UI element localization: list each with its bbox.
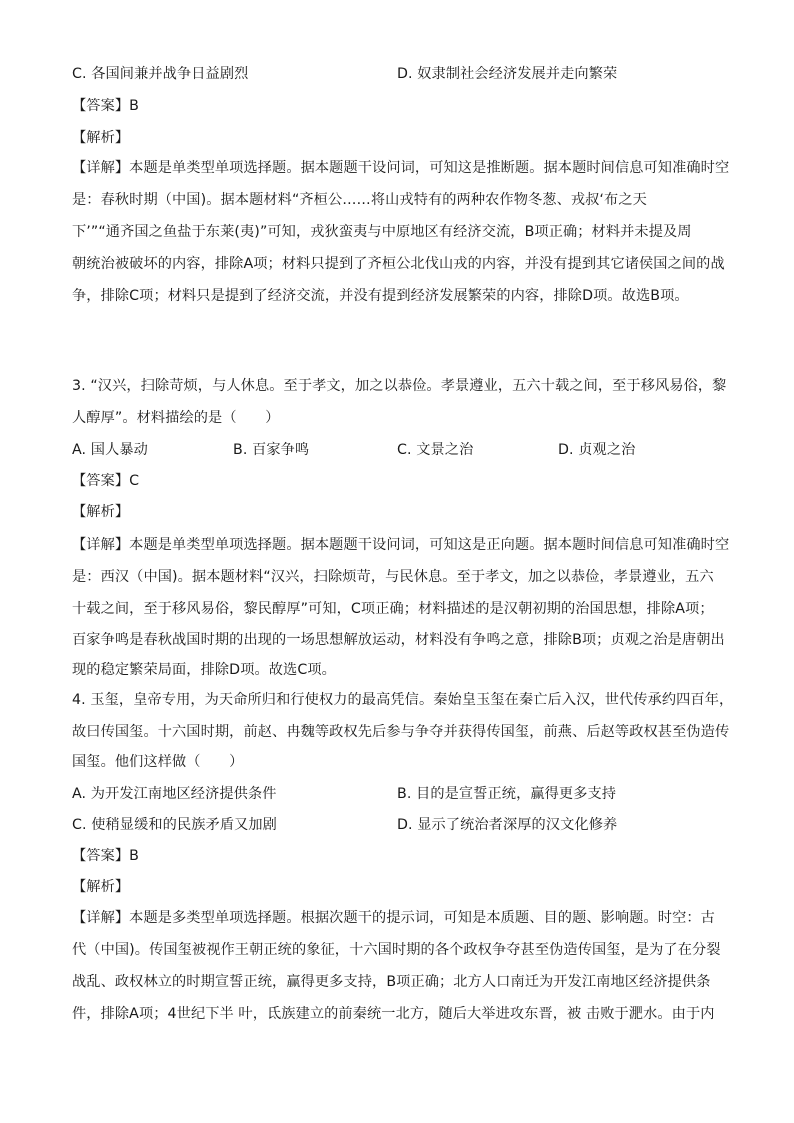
q4-option-a: A. 为开发江南地区经济提供条件	[72, 786, 277, 802]
q3-detail-line: 现的稳定繁荣局面，排除D项。故选C项。	[72, 662, 336, 678]
q2-option-d: D. 奴隶制社会经济发展并走向繁荣	[397, 66, 618, 82]
q3-analysis-heading: 【解析】	[72, 504, 130, 520]
q4-answer: 【答案】B	[72, 848, 139, 864]
q4-stem-line: 故曰传国玺。十六国时期，前赵、冉魏等政权先后参与争夺并获得传国玺，前燕、后赵等政权甚至伪造传	[72, 724, 730, 740]
q2-detail-line: 下’”“通齐国之鱼盐于东莱(夷)”可知，戎狄蛮夷与中原地区有经济交流，B项正确；材料并未提及周	[72, 224, 692, 240]
q3-option-a: A. 国人暴动	[72, 442, 148, 458]
q3-answer: 【答案】C	[72, 473, 140, 489]
q2-analysis-heading: 【解析】	[72, 130, 130, 146]
q2-detail-line: 朝统治被破坏的内容，排除A项；材料只提到了齐桓公北伐山戎的内容，并没有提到其它诸侯国之间的战	[72, 256, 725, 272]
q4-detail-line: 【详解】本题是多类型单项选择题。根据次题干的提示词，可知是本质题、目的题、影响题。时空：古	[72, 910, 715, 926]
q4-stem-line: 国玺。他们这样做（ ）	[72, 754, 244, 770]
q3-stem-line: 3. “汉兴，扫除苛烦，与人休息。至于孝文，加之以恭俭。孝景遵业，五六十载之间，至于移风易俗，黎	[72, 378, 727, 394]
q2-detail-line: 【详解】本题是单类型单项选择题。据本题题干设问词，可知这是推断题。据本题时间信息可知准确时空	[72, 160, 730, 176]
q2-answer: 【答案】B	[72, 98, 139, 114]
q4-detail-line: 代（中国)。传国玺被视作王朝正统的象征，十六国时期的各个政权争夺甚至伪造传国玺，是为了在分裂	[72, 942, 721, 958]
q3-option-d: D. 贞观之治	[558, 442, 636, 458]
q4-stem-line: 4. 玉玺，皇帝专用，为天命所归和行使权力的最高凭信。秦始皇玉玺在秦亡后入汉，世代传承约四百年，	[72, 692, 734, 708]
q3-detail-line: 百家争鸣是春秋战国时期的出现的一场思想解放运动，材料没有争鸣之意，排除B项；贞观之治是唐朝出	[72, 632, 725, 648]
q4-analysis-heading: 【解析】	[72, 879, 130, 895]
q4-detail-line: 战乱、政权林立的时期宣誓正统，赢得更多支持，B项正确；北方人口南迁为开发江南地区经济提供条	[72, 974, 711, 990]
q2-detail-line: 争，排除C项；材料只是提到了经济交流，并没有提到经济发展繁荣的内容，排除D项。故选B项。	[72, 288, 689, 304]
q3-detail-line: 十载之间，至于移风易俗，黎民醇厚”可知，C项正确；材料描述的是汉朝初期的治国思想，排除A项；	[72, 601, 714, 617]
q4-option-c: C. 使稍显缓和的民族矛盾又加剧	[72, 817, 277, 833]
q4-option-b: B. 目的是宣誓正统，赢得更多支持	[397, 786, 617, 802]
q3-option-c: C. 文景之治	[397, 442, 474, 458]
q2-option-c: C. 各国间兼并战争日益剧烈	[72, 66, 249, 82]
q3-detail-line: 【详解】本题是单类型单项选择题。据本题题干设问词，可知这是正向题。据本题时间信息可知准确时空	[72, 537, 730, 553]
q3-detail-line: 是：西汉（中国)。据本题材料“汉兴，扫除烦苛，与民休息。至于孝文，加之以恭俭，孝景遵业，五六	[72, 569, 714, 585]
q3-option-b: B. 百家争鸣	[233, 442, 310, 458]
q4-detail-line: 件，排除A项；4世纪下半 叶，氐族建立的前秦统一北方，随后大举进攻东晋，被 击败于淝水。由于内	[72, 1006, 715, 1022]
q4-option-d: D. 显示了统治者深厚的汉文化修养	[397, 817, 618, 833]
q3-stem-line: 人醇厚”。材料描绘的是（ ）	[72, 410, 280, 426]
q2-detail-line: 是：春秋时期（中国)。据本题材料“齐桓公……将山戎特有的两种农作物冬葱、戎叔‘布之天	[72, 192, 647, 208]
